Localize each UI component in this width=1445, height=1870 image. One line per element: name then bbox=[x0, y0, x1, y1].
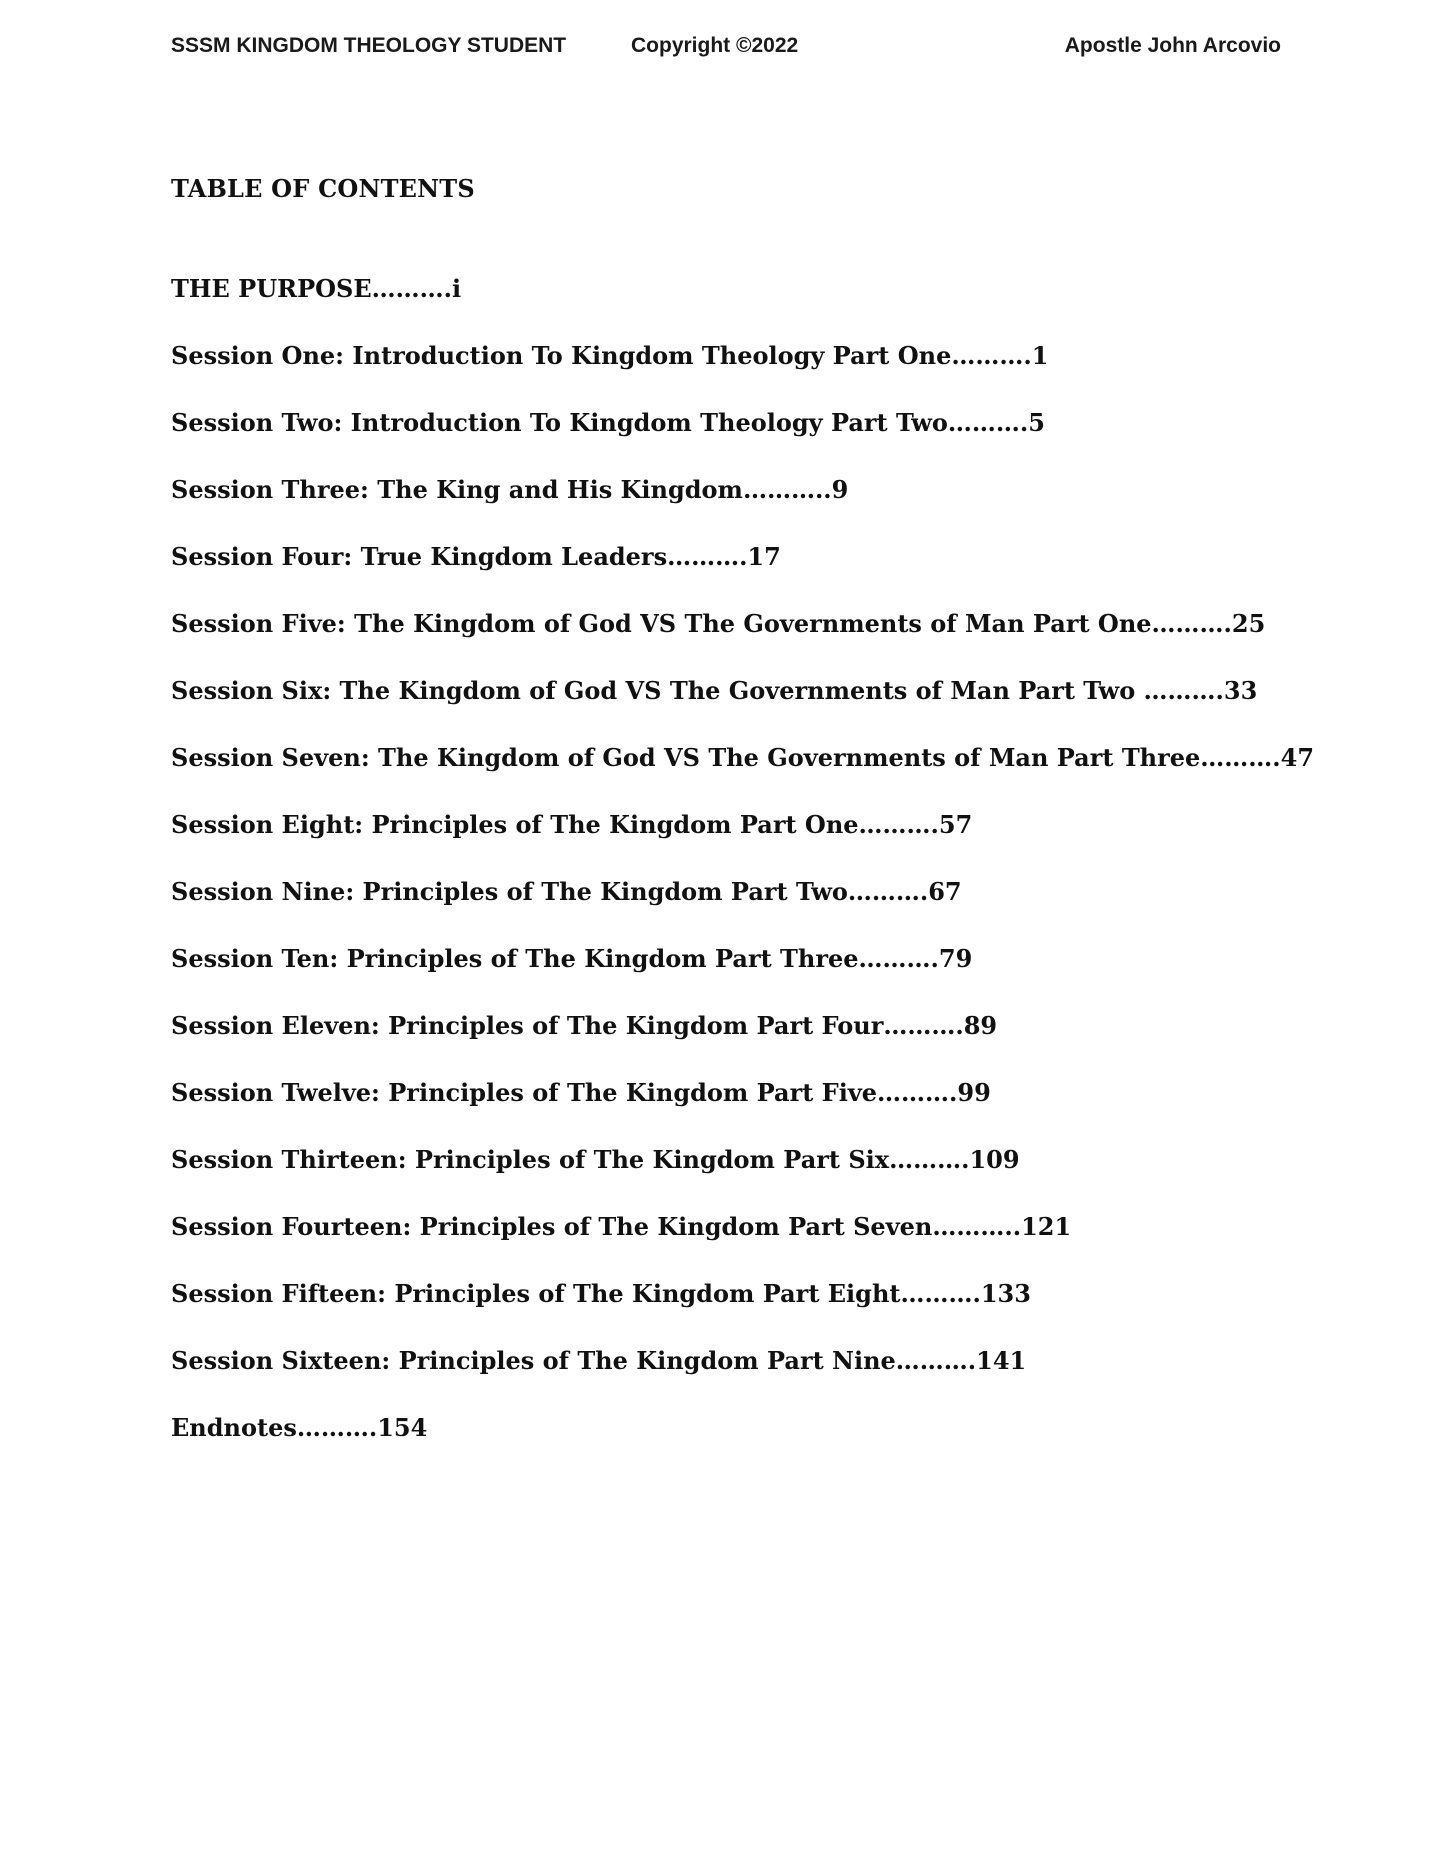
toc-entry-session-9: Session Nine: Principles of The Kingdom Part Two……….67 bbox=[171, 877, 962, 906]
header-course-title: SSSM KINGDOM THEOLOGY STUDENT bbox=[171, 34, 567, 57]
toc-entry-session-16: Session Sixteen: Principles of The Kingdom Part Nine……….141 bbox=[171, 1346, 1027, 1375]
header-copyright: Copyright ©2022 bbox=[631, 34, 799, 57]
toc-heading: TABLE OF CONTENTS bbox=[171, 174, 475, 203]
toc-entry-session-2: Session Two: Introduction To Kingdom Theology Part Two……….5 bbox=[171, 408, 1045, 437]
header-author: Apostle John Arcovio bbox=[1064, 34, 1281, 57]
toc-entry-session-5: Session Five: The Kingdom of God VS The Governments of Man Part One……….25 bbox=[171, 609, 1266, 638]
toc-entry-session-6: Session Six: The Kingdom of God VS The Governments of Man Part Two ……….33 bbox=[171, 676, 1258, 705]
toc-list bbox=[171, 272, 1314, 1478]
toc-entry-session-12: Session Twelve: Principles of The Kingdom Part Five……….99 bbox=[171, 1078, 991, 1107]
toc-entry-purpose: THE PURPOSE……….i bbox=[171, 274, 462, 303]
toc-entry-session-8: Session Eight: Principles of The Kingdom Part One……….57 bbox=[171, 810, 973, 839]
page-header bbox=[171, 34, 1281, 64]
toc-entry-session-7: Session Seven: The Kingdom of God VS The Governments of Man Part Three……….47 bbox=[171, 743, 1315, 772]
toc-entry-session-1: Session One: Introduction To Kingdom Theology Part One……….1 bbox=[171, 341, 1049, 370]
toc-entry-session-10: Session Ten: Principles of The Kingdom Part Three……….79 bbox=[171, 944, 973, 973]
toc-entry-endnotes: Endnotes……….154 bbox=[171, 1413, 428, 1442]
toc-entry-session-15: Session Fifteen: Principles of The Kingdom Part Eight……….133 bbox=[171, 1279, 1031, 1308]
toc-entry-session-3: Session Three: The King and His Kingdom………..9 bbox=[171, 475, 849, 504]
toc-entry-session-13: Session Thirteen: Principles of The Kingdom Part Six……….109 bbox=[171, 1145, 1020, 1174]
toc-entry-session-4: Session Four: True Kingdom Leaders……….17 bbox=[171, 542, 781, 571]
toc-entry-session-11: Session Eleven: Principles of The Kingdom Part Four……….89 bbox=[171, 1011, 998, 1040]
toc-entry-session-14: Session Fourteen: Principles of The Kingdom Part Seven………..121 bbox=[171, 1212, 1072, 1241]
